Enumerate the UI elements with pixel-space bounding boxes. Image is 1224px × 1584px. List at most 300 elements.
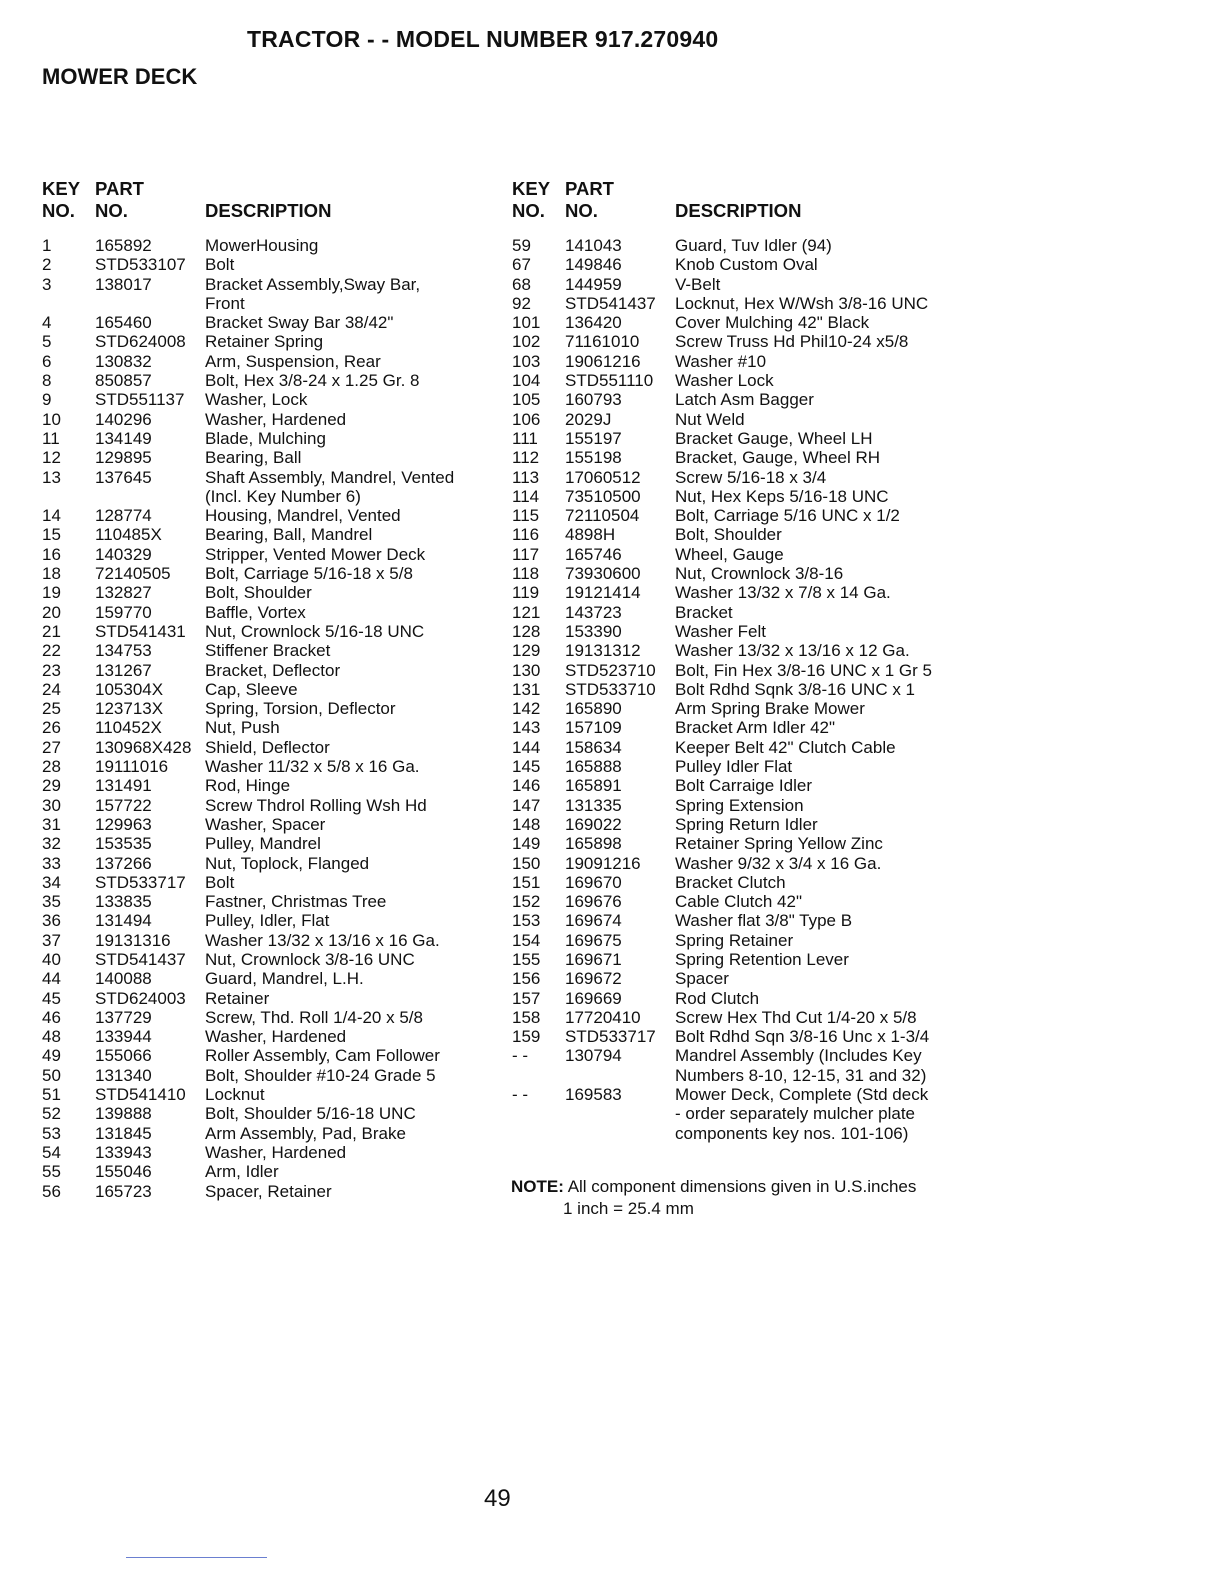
description-line: Bracket Gauge, Wheel LH — [675, 428, 873, 448]
part-number: 4898H — [565, 525, 616, 545]
description-line: Spring Retainer — [675, 930, 794, 950]
key-number: 148 — [512, 814, 541, 834]
description-line: Blade, Mulching — [205, 428, 326, 448]
description-line: Bolt Rdhd Sqnk 3/8-16 UNC x 1 — [675, 679, 916, 699]
section-heading: MOWER DECK — [42, 64, 198, 89]
part-number: 73930600 — [565, 564, 641, 584]
description-line: Spring, Torsion, Deflector — [205, 699, 396, 719]
part-number: 157722 — [95, 795, 152, 815]
description-line: Spring Return Idler — [675, 814, 818, 834]
key-number: 48 — [42, 1027, 61, 1047]
part-number: 19111016 — [95, 757, 169, 777]
description-line: Rod Clutch — [675, 988, 760, 1008]
description-line: Spring Extension — [675, 795, 804, 815]
parts-row — [42, 718, 492, 737]
key-number: 51 — [42, 1085, 61, 1105]
part-number: 131491 — [95, 776, 152, 796]
key-number: 149 — [512, 834, 541, 854]
key-number: 1 — [42, 236, 52, 255]
description-line: Bracket Assembly,Sway Bar, — [205, 274, 421, 294]
description-line: Latch Asm Bagger — [675, 390, 814, 410]
parts-row — [512, 468, 952, 487]
part-number: 165888 — [565, 757, 622, 777]
key-number: 23 — [42, 660, 61, 680]
key-number: 14 — [42, 506, 61, 526]
description-line: Pulley, Mandrel — [205, 834, 321, 854]
key-number: 154 — [512, 930, 541, 950]
part-number: 169674 — [565, 911, 622, 931]
part-number: STD624008 — [95, 332, 186, 352]
description-line: Bolt Carraige Idler — [675, 776, 813, 796]
parts-row — [42, 448, 492, 467]
parts-row — [42, 1104, 492, 1123]
key-number: 15 — [42, 525, 61, 545]
key-number: 13 — [42, 467, 61, 487]
parts-row — [512, 1008, 952, 1027]
key-number: 22 — [42, 641, 61, 661]
parts-row — [42, 815, 492, 834]
description-line: Stiffener Bracket — [205, 641, 331, 661]
key-number: 101 — [512, 313, 541, 333]
description-line: Washer flat 3/8" Type B — [675, 911, 853, 931]
description-line: Stripper, Vented Mower Deck — [205, 544, 426, 564]
key-number: 105 — [512, 390, 541, 410]
description-line: Spacer — [675, 969, 729, 989]
parts-row — [512, 969, 952, 988]
description-line: Locknut — [205, 1085, 265, 1105]
key-number: 5 — [42, 332, 52, 352]
parts-row — [512, 815, 952, 834]
part-number: 133943 — [95, 1142, 152, 1162]
description-line: Washer 13/32 x 13/16 x 12 Ga. — [675, 641, 910, 661]
part-number: 160793 — [565, 390, 622, 410]
description-line: Nut, Push — [205, 718, 280, 738]
key-number: 129 — [512, 641, 541, 661]
key-number: 29 — [42, 776, 61, 796]
part-number: 19131316 — [95, 930, 171, 950]
key-number: 115 — [512, 506, 540, 526]
description-line: Nut Weld — [675, 409, 745, 429]
description-line: Bracket Sway Bar 38/42" — [205, 313, 394, 333]
parts-row — [512, 352, 952, 371]
part-number: 71161010 — [565, 332, 640, 352]
key-number: 150 — [512, 853, 541, 873]
part-number: 131845 — [95, 1123, 152, 1143]
parts-row — [42, 931, 492, 950]
parts-row — [512, 680, 952, 699]
part-number: STD551110 — [565, 371, 654, 391]
part-number: STD533717 — [95, 872, 186, 892]
description-line: Spacer, Retainer — [205, 1181, 332, 1201]
parts-list-right — [512, 236, 952, 1143]
key-number: 155 — [512, 949, 541, 969]
key-number: 152 — [512, 892, 541, 912]
key-number: 52 — [42, 1104, 61, 1124]
parts-row — [42, 757, 492, 776]
parts-row — [512, 525, 952, 544]
description-line: Screw 5/16-18 x 3/4 — [675, 467, 827, 487]
description-line: Bolt — [205, 872, 235, 892]
description-line: Washer 9/32 x 3/4 x 16 Ga. — [675, 853, 882, 873]
parts-row — [42, 873, 492, 892]
description-line: Nut, Hex Keps 5/16-18 UNC — [675, 486, 889, 506]
key-number: 159 — [512, 1027, 541, 1047]
part-number: 169676 — [565, 892, 622, 912]
part-number: 165891 — [565, 776, 622, 796]
key-number: 145 — [512, 757, 541, 777]
parts-row — [512, 989, 952, 1008]
key-number: 18 — [42, 564, 61, 584]
description-line: Arm, Suspension, Rear — [205, 351, 381, 371]
note-line2: 1 inch = 25.4 mm — [563, 1199, 694, 1218]
part-number: 169672 — [565, 969, 622, 989]
key-number: 30 — [42, 795, 61, 815]
parts-row — [42, 545, 492, 564]
part-number: 169675 — [565, 930, 622, 950]
description-line: Nut, Toplock, Flanged — [205, 853, 370, 873]
key-number: 128 — [512, 621, 541, 641]
part-number: 123713X — [95, 699, 164, 719]
description-line: Screw Truss Hd Phil10-24 x5/8 — [675, 332, 909, 352]
parts-row — [42, 1143, 492, 1162]
part-number: 158634 — [565, 737, 622, 757]
key-number: 130 — [512, 660, 541, 680]
description-line: Guard, Mandrel, L.H. — [205, 969, 364, 989]
parts-row — [512, 583, 952, 602]
parts-row — [42, 680, 492, 699]
description-line: V-Belt — [675, 274, 721, 294]
part-number: 169022 — [565, 814, 622, 834]
description-line: MowerHousing — [205, 236, 319, 255]
parts-row — [512, 873, 952, 892]
key-number: 144 — [512, 737, 541, 757]
note-line1: All component dimensions given in U.S.inches — [567, 1177, 917, 1196]
parts-row — [42, 796, 492, 815]
key-number: 143 — [512, 718, 541, 738]
parts-row — [512, 506, 952, 525]
key-number: 9 — [42, 390, 52, 410]
description-line: Screw, Thd. Roll 1/4-20 x 5/8 — [205, 1007, 423, 1027]
parts-row — [512, 718, 952, 737]
description-line: Rod, Hinge — [205, 776, 291, 796]
parts-row — [42, 410, 492, 429]
description-line: Retainer — [205, 988, 270, 1008]
part-number: 19131312 — [565, 641, 641, 661]
parts-row — [42, 236, 492, 255]
description-line: Washer 13/32 x 7/8 x 14 Ga. — [675, 583, 891, 603]
part-number: 19091216 — [565, 853, 641, 873]
parts-row — [42, 989, 492, 1008]
part-number: 155197 — [565, 428, 622, 448]
part-header-line2: NO. — [95, 200, 128, 221]
parts-row — [42, 506, 492, 525]
parts-row — [512, 236, 952, 255]
key-number: 102 — [512, 332, 541, 352]
part-number: 155066 — [95, 1046, 152, 1066]
key-number: 67 — [512, 255, 531, 275]
description-line: Washer 11/32 x 5/8 x 16 Ga. — [205, 757, 420, 777]
part-number: 137729 — [95, 1007, 152, 1027]
key-number: 68 — [512, 274, 531, 294]
description-line: (Incl. Key Number 6) — [205, 486, 361, 506]
parts-row — [512, 796, 952, 815]
parts-row — [512, 429, 952, 448]
key-number: 113 — [512, 467, 540, 487]
parts-row — [42, 1066, 492, 1085]
parts-row — [512, 699, 952, 718]
part-number: 140296 — [95, 409, 152, 429]
part-number: 165460 — [95, 313, 152, 333]
key-number: 12 — [42, 448, 61, 468]
part-number: 131335 — [565, 795, 622, 815]
parts-row — [42, 275, 492, 314]
parts-row — [42, 950, 492, 969]
parts-row — [42, 313, 492, 332]
description-line: Bolt, Shoulder — [675, 525, 782, 545]
parts-row — [42, 1046, 492, 1065]
parts-row — [42, 255, 492, 274]
key-header-line1: KEY — [512, 178, 551, 199]
description-line: Bolt Rdhd Sqn 3/8-16 Unc x 1-3/4 — [675, 1027, 930, 1047]
key-number: 111 — [512, 428, 538, 448]
part-number: 138017 — [95, 274, 152, 294]
description-line: Bearing, Ball — [205, 448, 302, 468]
description-line: Screw Hex Thd Cut 1/4-20 x 5/8 — [675, 1007, 917, 1027]
description-line: Arm, Idler — [205, 1162, 279, 1182]
parts-row — [512, 622, 952, 641]
part-number: 131494 — [95, 911, 152, 931]
part-number: STD541431 — [95, 621, 186, 641]
description-line: - order separately mulcher plate — [675, 1104, 916, 1124]
part-number: 105304X — [95, 679, 164, 699]
parts-row — [42, 641, 492, 660]
key-header-line1: KEY — [42, 178, 81, 199]
part-number: 73510500 — [565, 486, 641, 506]
description-line: Bolt, Carriage 5/16-18 x 5/8 — [205, 564, 413, 584]
description-line: Shield, Deflector — [205, 737, 330, 757]
description-line: Keeper Belt 42" Clutch Cable — [675, 737, 896, 757]
description-line: Bracket Arm Idler 42" — [675, 718, 836, 738]
parts-row — [512, 641, 952, 660]
parts-row — [42, 371, 492, 390]
part-header-line1: PART — [95, 178, 144, 199]
part-number: 17720410 — [565, 1007, 641, 1027]
key-number: 46 — [42, 1007, 61, 1027]
parts-row — [512, 661, 952, 680]
key-number: 32 — [42, 834, 61, 854]
description-line: Washer #10 — [675, 351, 767, 371]
parts-row — [512, 371, 952, 390]
parts-row — [512, 1085, 952, 1143]
parts-row — [42, 834, 492, 853]
part-number: 131267 — [95, 660, 152, 680]
part-number: 2029J — [565, 409, 612, 429]
parts-row — [512, 892, 952, 911]
key-number: 146 — [512, 776, 541, 796]
part-number: 137645 — [95, 467, 152, 487]
part-number: 137266 — [95, 853, 152, 873]
part-number: 144959 — [565, 274, 622, 294]
parts-row — [42, 468, 492, 507]
description-line: Shaft Assembly, Mandrel, Vented — [205, 467, 455, 487]
part-number: 165723 — [95, 1181, 152, 1201]
part-number: 130794 — [565, 1046, 622, 1066]
parts-row — [512, 332, 952, 351]
description-line: Bracket — [675, 602, 733, 622]
key-number: 104 — [512, 371, 541, 391]
part-number: STD541410 — [95, 1085, 186, 1105]
parts-row — [512, 545, 952, 564]
parts-row — [512, 390, 952, 409]
description-line: Wheel, Gauge — [675, 544, 784, 564]
page-title: TRACTOR - - MODEL NUMBER 917.270940 — [247, 26, 719, 52]
parts-row — [42, 622, 492, 641]
description-line: Washer, Hardened — [205, 1142, 347, 1162]
parts-column-right — [512, 178, 952, 1143]
key-number: 8 — [42, 371, 52, 391]
key-number: 114 — [512, 486, 540, 506]
description-line: Bracket Clutch — [675, 872, 786, 892]
key-number: 121 — [512, 602, 541, 622]
key-number: 50 — [42, 1065, 61, 1085]
description-line: Washer, Spacer — [205, 814, 326, 834]
parts-row — [512, 911, 952, 930]
parts-row — [42, 1182, 492, 1201]
description-line: Washer, Hardened — [205, 409, 347, 429]
part-number: STD523710 — [565, 660, 656, 680]
parts-row — [42, 661, 492, 680]
description-line: Bracket, Deflector — [205, 660, 341, 680]
key-number: 116 — [512, 525, 540, 545]
key-number: 156 — [512, 969, 541, 989]
key-number: 53 — [42, 1123, 61, 1143]
part-number: 136420 — [565, 313, 622, 333]
key-number: 131 — [512, 679, 541, 699]
description-line: components key nos. 101-106) — [675, 1123, 909, 1143]
parts-row — [512, 931, 952, 950]
key-number: 147 — [512, 795, 541, 815]
parts-row — [42, 892, 492, 911]
parts-row — [512, 834, 952, 853]
part-number: 128774 — [95, 506, 152, 526]
part-number: 155198 — [565, 448, 622, 468]
description-line: Bolt, Fin Hex 3/8-16 UNC x 1 Gr 5 — [675, 660, 932, 680]
part-number: 149846 — [565, 255, 622, 275]
description-line: Front — [205, 293, 245, 313]
part-number: STD541437 — [95, 949, 186, 969]
key-number: 27 — [42, 737, 61, 757]
part-number: 169669 — [565, 988, 622, 1008]
description-line: Nut, Crownlock 5/16-18 UNC — [205, 621, 425, 641]
description-line: Locknut, Hex W/Wsh 3/8-16 UNC — [675, 293, 929, 313]
note — [511, 1176, 916, 1220]
description-line: Washer, Lock — [205, 390, 308, 410]
part-number: 134753 — [95, 641, 152, 661]
description-line: Mower Deck, Complete (Std deck — [675, 1085, 929, 1105]
description-line: Bracket, Gauge, Wheel RH — [675, 448, 881, 468]
description-line: Cable Clutch 42" — [675, 892, 802, 912]
parts-row — [512, 410, 952, 429]
column-header — [42, 178, 492, 234]
description-line: Nut, Crownlock 3/8-16 UNC — [205, 949, 415, 969]
part-number: 19061216 — [565, 351, 641, 371]
part-number: 139888 — [95, 1104, 152, 1124]
parts-row — [42, 1008, 492, 1027]
part-number: 153535 — [95, 834, 152, 854]
part-number: 72110504 — [565, 506, 640, 526]
parts-row — [512, 738, 952, 757]
key-number: - - — [512, 1046, 529, 1066]
key-number: 21 — [42, 621, 61, 641]
description-line: Washer, Hardened — [205, 1027, 347, 1047]
parts-row — [512, 603, 952, 622]
part-number: STD551137 — [95, 390, 185, 410]
part-number: 153390 — [565, 621, 622, 641]
part-header-line1: PART — [565, 178, 614, 199]
part-number: 110452X — [95, 718, 162, 738]
part-number: 169671 — [565, 949, 622, 969]
part-number: 133944 — [95, 1027, 152, 1047]
parts-row — [42, 390, 492, 409]
part-number: 140329 — [95, 544, 152, 564]
description-line: Mandrel Assembly (Includes Key — [675, 1046, 922, 1066]
key-number: 25 — [42, 699, 61, 719]
part-number: STD624003 — [95, 988, 186, 1008]
key-number: 56 — [42, 1181, 61, 1201]
description-line: Washer Felt — [675, 621, 767, 641]
description-line: Cap, Sleeve — [205, 679, 298, 699]
key-header-line2: NO. — [42, 200, 75, 221]
key-number: 157 — [512, 988, 541, 1008]
parts-row — [42, 352, 492, 371]
parts-row — [42, 525, 492, 544]
description-line: Retainer Spring Yellow Zinc — [675, 834, 883, 854]
parts-row — [42, 1027, 492, 1046]
description-line: Pulley, Idler, Flat — [205, 911, 330, 931]
parts-list-left — [42, 236, 492, 1201]
key-number: - - — [512, 1085, 529, 1105]
key-number: 54 — [42, 1142, 61, 1162]
description-line: Bolt, Shoulder #10-24 Grade 5 — [205, 1065, 436, 1085]
parts-row — [512, 1027, 952, 1046]
parts-row — [42, 738, 492, 757]
part-number: 130832 — [95, 351, 152, 371]
note-label: NOTE: — [511, 1177, 564, 1196]
part-number: STD533717 — [565, 1027, 656, 1047]
key-number: 106 — [512, 409, 541, 429]
part-number: 155046 — [95, 1162, 152, 1182]
description-line: Cover Mulching 42" Black — [675, 313, 870, 333]
part-number: 129895 — [95, 448, 152, 468]
key-number: 11 — [42, 428, 60, 448]
description-header: DESCRIPTION — [675, 200, 802, 221]
parts-row — [42, 1124, 492, 1143]
key-number: 34 — [42, 872, 61, 892]
key-number: 103 — [512, 351, 541, 371]
description-line: Fastner, Christmas Tree — [205, 892, 387, 912]
parts-column-left — [42, 178, 492, 1201]
key-number: 158 — [512, 1007, 541, 1027]
part-number: 165890 — [565, 699, 622, 719]
key-number: 33 — [42, 853, 61, 873]
part-number: 130968X428 — [95, 737, 192, 757]
part-number: 169583 — [565, 1085, 622, 1105]
column-header — [512, 178, 952, 234]
parts-row — [512, 757, 952, 776]
description-line: Numbers 8-10, 12-15, 31 and 32) — [675, 1065, 927, 1085]
part-number: 165898 — [565, 834, 622, 854]
parts-row — [512, 776, 952, 795]
